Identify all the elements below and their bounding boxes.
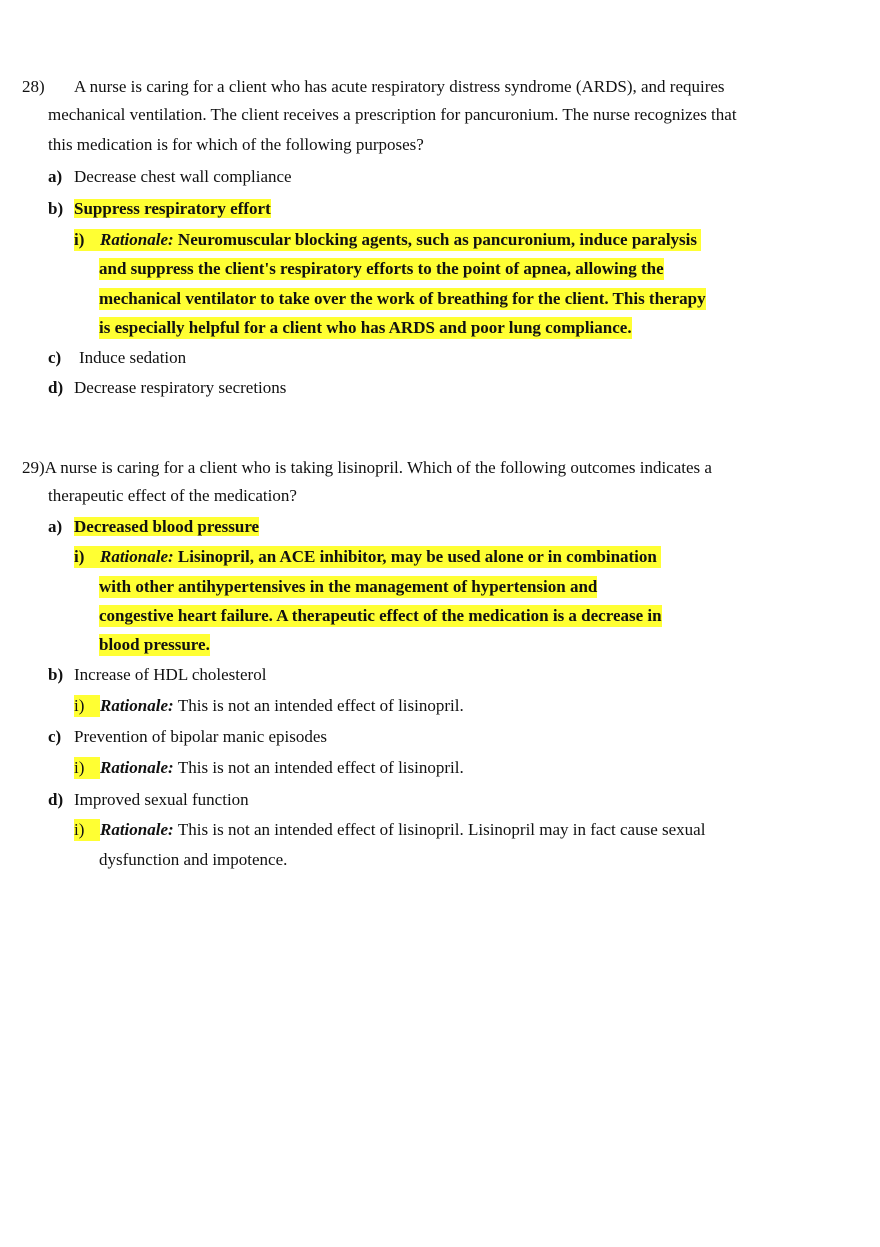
- rationale-title: Rationale:: [100, 547, 174, 566]
- rationale-text: with other antihypertensives in the management of hypertension and: [99, 577, 598, 596]
- option-label: c): [48, 727, 62, 746]
- option-text: Decrease respiratory secretions: [74, 378, 287, 397]
- question-number: 29): [22, 458, 45, 477]
- question-stem-line: this medication is for which of the following purposes?: [48, 135, 424, 154]
- rationale-title: Rationale:: [100, 230, 174, 249]
- rationale: [74, 819, 705, 841]
- question-stem-line: [22, 457, 712, 479]
- rationale-text: This is not an intended effect of lisinopril. Lisinopril may in fact cause sexual: [177, 820, 706, 839]
- option-d: [48, 789, 249, 811]
- option-label: d): [48, 378, 64, 397]
- option-label: b): [48, 665, 64, 684]
- rationale: [74, 695, 464, 717]
- rationale-label: i): [74, 695, 100, 717]
- rationale-label: i): [74, 230, 85, 249]
- rationale-text: This is not an intended effect of lisinopril.: [177, 758, 464, 777]
- rationale-text: Lisinopril, an ACE inhibitor, may be used alone or in combination: [177, 547, 657, 566]
- rationale-text: blood pressure.: [99, 635, 210, 654]
- rationale-text: Neuromuscular blocking agents, such as pancuronium, induce paralysis: [177, 230, 697, 249]
- rationale-text: This is not an intended effect of lisinopril.: [177, 696, 464, 715]
- option-label: c): [48, 348, 62, 367]
- option-text: Induce sedation: [79, 348, 187, 367]
- rationale-label: i): [74, 819, 100, 841]
- option-text: Decrease chest wall compliance: [74, 167, 292, 186]
- question-stem-line: mechanical ventilation. The client receives a prescription for pancuronium. The nurse recognizes that: [48, 105, 737, 124]
- question-stem-line: A nurse is caring for a client who has acute respiratory distress syndrome (ARDS), and requires: [74, 77, 725, 96]
- rationale-title: Rationale:: [100, 758, 174, 777]
- question-stem-line: therapeutic effect of the medication?: [48, 486, 297, 505]
- question-number: 28): [22, 77, 45, 96]
- option-label: a): [48, 167, 63, 186]
- option-a: [48, 516, 259, 538]
- question-stem-text: A nurse is caring for a client who is taking lisinopril. Which of the following outcomes indicates a: [44, 458, 712, 477]
- rationale-text: mechanical ventilator to take over the work of breathing for the client. This therapy: [99, 289, 706, 308]
- option-c: [48, 726, 327, 748]
- option-label: d): [48, 790, 64, 809]
- rationale-text: and suppress the client's respiratory efforts to the point of apnea, allowing the: [99, 259, 664, 278]
- option-a: [48, 166, 292, 188]
- rationale: [74, 757, 464, 779]
- option-c: [48, 347, 186, 369]
- rationale-text: is especially helpful for a client who has ARDS and poor lung compliance.: [99, 318, 632, 337]
- rationale-text: dysfunction and impotence.: [99, 850, 288, 869]
- option-text: Improved sexual function: [74, 790, 249, 809]
- rationale-title: Rationale:: [100, 696, 174, 715]
- option-text-correct: Decreased blood pressure: [74, 517, 260, 536]
- rationale: [74, 229, 701, 251]
- rationale-label: i): [74, 757, 100, 779]
- option-label: a): [48, 517, 63, 536]
- rationale-text: congestive heart failure. A therapeutic effect of the medication is a decrease in: [99, 606, 662, 625]
- rationale-label: i): [74, 547, 85, 566]
- option-text-correct: Suppress respiratory effort: [74, 199, 271, 218]
- option-b: [48, 198, 271, 220]
- option-b: [48, 664, 266, 686]
- option-d: [48, 377, 286, 399]
- option-text: Prevention of bipolar manic episodes: [74, 727, 328, 746]
- rationale-title: Rationale:: [100, 820, 174, 839]
- rationale: [74, 546, 661, 568]
- option-label: b): [48, 199, 64, 218]
- option-text: Increase of HDL cholesterol: [74, 665, 267, 684]
